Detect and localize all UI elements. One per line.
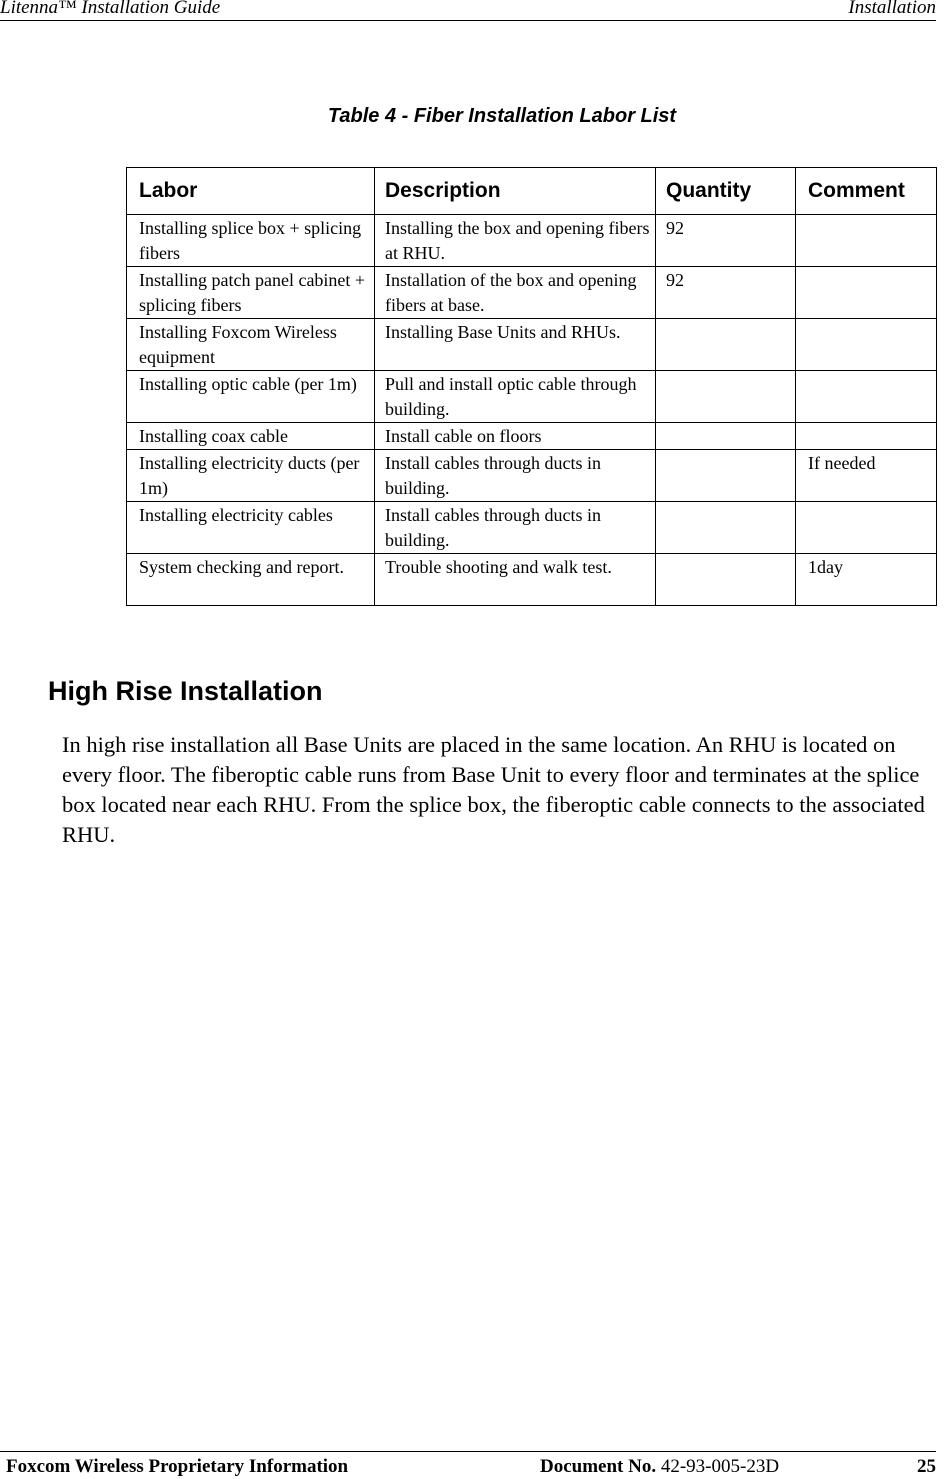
page-header <box>0 0 936 21</box>
cell-description: Pull and install optic cable through building. <box>375 371 656 423</box>
table-row <box>127 450 937 502</box>
cell-comment <box>796 502 937 554</box>
cell-description: Install cables through ducts in building. <box>375 450 656 502</box>
page-footer <box>0 1451 936 1478</box>
cell-quantity: 92 <box>656 215 796 267</box>
cell-description: Installing Base Units and RHUs. <box>375 319 656 371</box>
cell-description: Installing the box and opening fibers at RHU. <box>375 215 656 267</box>
section-body-paragraph: In high rise installation all Base Units are placed in the same location. An RHU is located on every floor. The fiberoptic cable runs from Base Unit to every floor and terminates at the splice box located near each RHU. From the splice box, the fiberoptic cable connects to the associated RHU. <box>62 732 925 847</box>
table-row <box>127 319 937 371</box>
cell-comment <box>796 215 937 267</box>
header-section-title: Installation <box>848 0 936 18</box>
cell-comment <box>796 423 937 450</box>
cell-quantity <box>656 554 796 606</box>
cell-labor: Installing optic cable (per 1m) <box>127 371 375 423</box>
cell-quantity <box>656 371 796 423</box>
cell-quantity <box>656 450 796 502</box>
cell-quantity <box>656 423 796 450</box>
cell-labor: Installing splice box + splicing fibers <box>127 215 375 267</box>
footer-doc-value: 42-93-005-23D <box>660 1456 780 1477</box>
footer-page-number: 25 <box>917 1456 936 1477</box>
cell-labor: Installing coax cable <box>127 423 375 450</box>
cell-comment <box>796 267 937 319</box>
column-header-description: Description <box>375 168 656 215</box>
table-row <box>127 554 937 606</box>
cell-comment: If needed <box>796 450 937 502</box>
cell-labor: Installing electricity ducts (per 1m) <box>127 450 375 502</box>
cell-quantity: 92 <box>656 267 796 319</box>
cell-labor: Installing patch panel cabinet + splicing fibers <box>127 267 375 319</box>
table-row <box>127 502 937 554</box>
cell-description: Install cables through ducts in building. <box>375 502 656 554</box>
labor-table <box>126 167 937 606</box>
cell-description: Trouble shooting and walk test. <box>375 554 656 606</box>
footer-document-number <box>540 1456 779 1478</box>
table-header-row <box>127 168 937 215</box>
table-row <box>127 423 937 450</box>
cell-comment <box>796 371 937 423</box>
cell-comment <box>796 319 937 371</box>
footer-doc-label: Document No. <box>540 1456 657 1477</box>
table-row <box>127 215 937 267</box>
footer-proprietary-notice: Foxcom Wireless Proprietary Information <box>6 1456 349 1477</box>
cell-description: Installation of the box and opening fibers at base. <box>375 267 656 319</box>
table-caption: Table 4 - Fiber Installation Labor List <box>327 105 677 127</box>
column-header-comment: Comment <box>796 168 937 215</box>
cell-quantity <box>656 502 796 554</box>
cell-labor: Installing electricity cables <box>127 502 375 554</box>
cell-description: Install cable on floors <box>375 423 656 450</box>
section-heading: High Rise Installation <box>48 676 323 706</box>
cell-comment: 1day <box>796 554 937 606</box>
header-guide-title: Litenna™ Installation Guide <box>0 0 221 18</box>
column-header-labor: Labor <box>127 168 375 215</box>
table-row <box>127 371 937 423</box>
cell-quantity <box>656 319 796 371</box>
cell-labor: Installing Foxcom Wireless equipment <box>127 319 375 371</box>
column-header-quantity: Quantity <box>656 168 796 215</box>
cell-labor: System checking and report. <box>127 554 375 606</box>
table-row <box>127 267 937 319</box>
